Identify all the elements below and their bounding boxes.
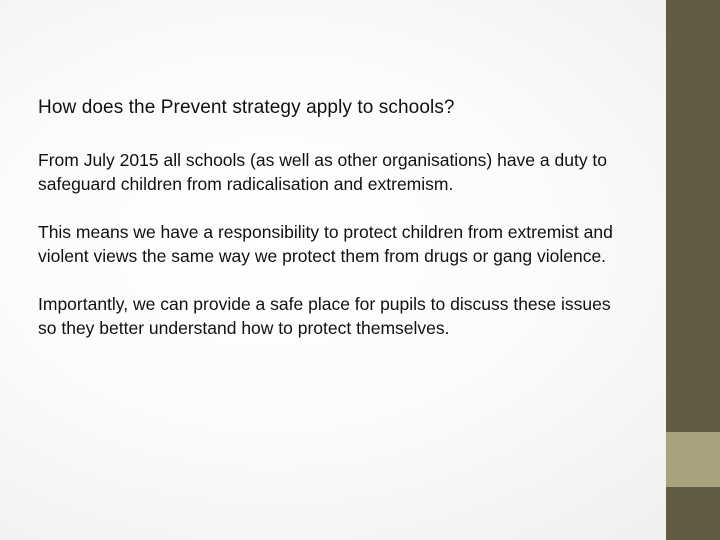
slide-content — [38, 96, 628, 364]
side-bar-accent-block — [666, 432, 720, 487]
paragraph-safe-place: Importantly, we can provide a safe place for pupils to discuss these issues so they better understand how to protect themselves. — [38, 294, 611, 338]
side-bar-dark-top — [666, 0, 720, 432]
slide-heading: How does the Prevent strategy apply to schools? — [38, 97, 455, 118]
side-bar-dark-bottom — [666, 487, 720, 540]
decorative-side-bar — [666, 0, 720, 540]
paragraph-responsibility: This means we have a responsibility to protect children from extremist and violent views the same way we protect them from drugs or gang violence. — [38, 222, 613, 266]
paragraph-duty: From July 2015 all schools (as well as other organisations) have a duty to safeguard children from radicalisation and extremism. — [38, 150, 608, 194]
